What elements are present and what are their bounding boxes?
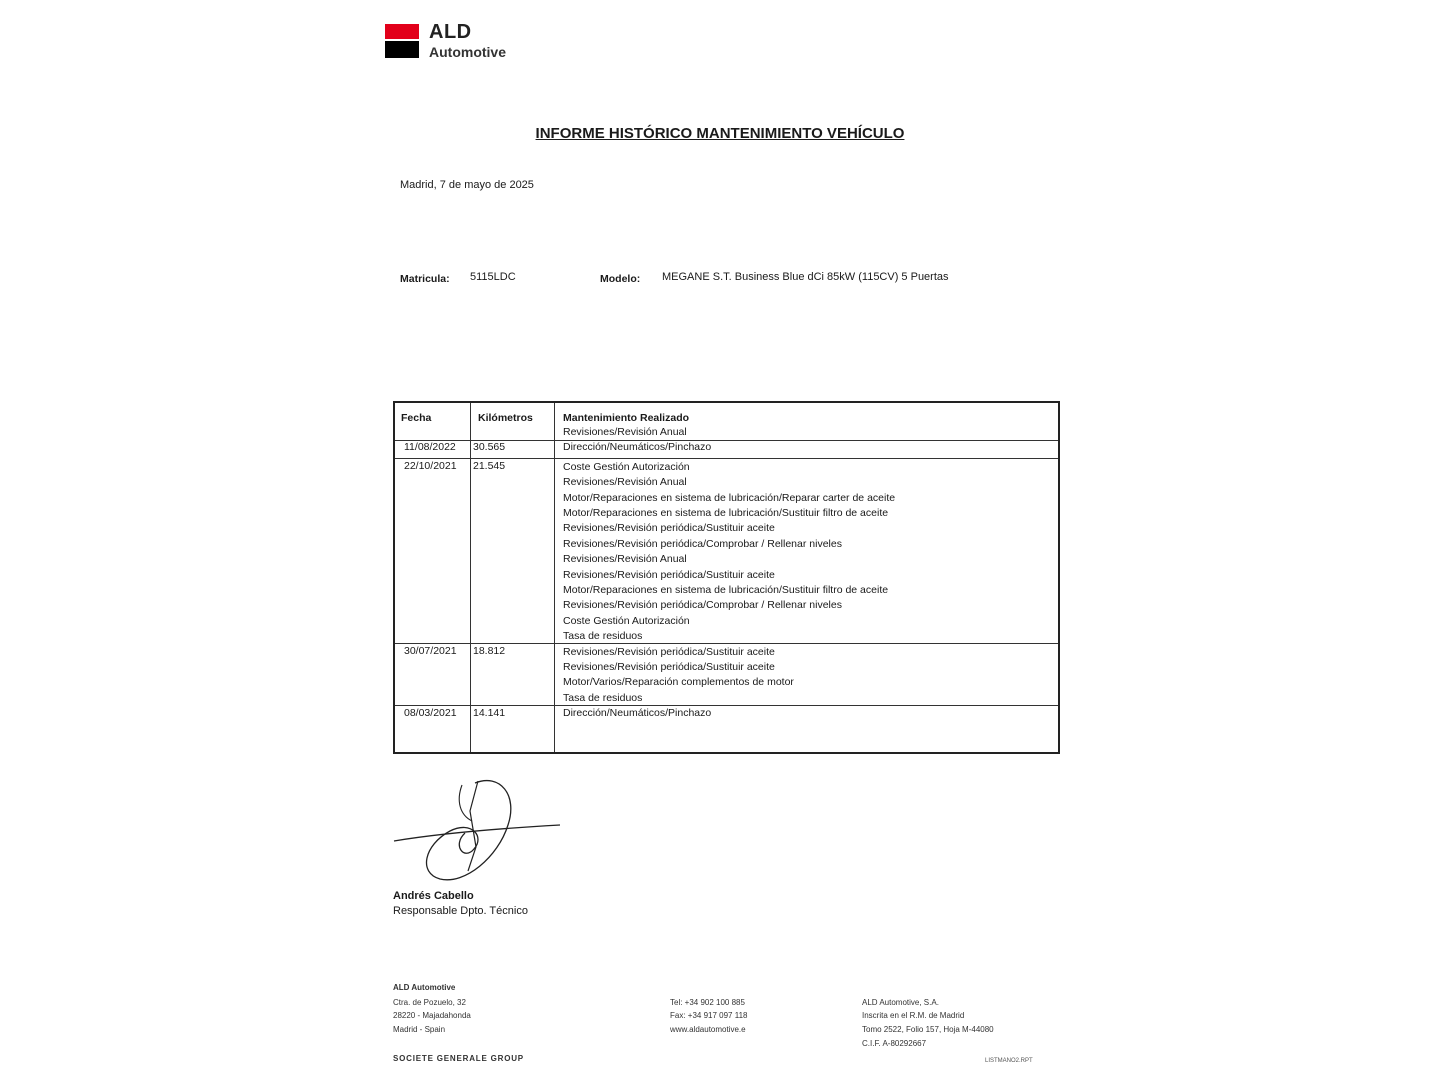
footer-website: www.aldautomotive.e xyxy=(670,1025,746,1034)
row3-item: Tasa de residuos xyxy=(563,692,643,704)
row2-item: Revisiones/Revisión periódica/Sustituir aceite xyxy=(563,569,775,581)
header-mantenimiento: Mantenimiento Realizado xyxy=(563,412,690,424)
header-item: Revisiones/Revisión Anual xyxy=(563,426,687,438)
row2-item: Revisiones/Revisión periódica/Comprobar / Rellenar niveles xyxy=(563,599,842,611)
row2-km: 21.545 xyxy=(473,460,506,472)
footer-fax: Fax: +34 917 097 118 xyxy=(670,1011,748,1020)
header-fecha: Fecha xyxy=(401,412,432,424)
table-col-divider xyxy=(470,403,471,752)
footer-legal-1: ALD Automotive, S.A. xyxy=(862,998,939,1007)
row1-date: 11/08/2022 xyxy=(404,441,456,453)
maintenance-table xyxy=(393,401,1060,754)
footer-group: SOCIETE GENERALE GROUP xyxy=(393,1054,524,1063)
model-label: Modelo: xyxy=(600,273,641,285)
row2-item: Revisiones/Revisión Anual xyxy=(563,476,687,488)
row2-date: 22/10/2021 xyxy=(404,460,457,472)
row3-item: Revisiones/Revisión periódica/Sustituir aceite xyxy=(563,661,775,673)
model-value: MEGANE S.T. Business Blue dCi 85kW (115CV) 5 Puertas xyxy=(662,271,949,283)
logo-red-block xyxy=(385,24,419,39)
row2-item: Coste Gestión Autorización xyxy=(563,461,690,473)
logo-text-automotive: Automotive xyxy=(429,44,506,60)
table-col-divider xyxy=(554,403,555,752)
ald-logo-mark xyxy=(385,24,419,58)
report-title: INFORME HISTÓRICO MANTENIMIENTO VEHÍCULO xyxy=(535,125,905,142)
plate-value: 5115LDC xyxy=(470,271,516,283)
signature-image xyxy=(390,775,565,885)
row4-km: 14.141 xyxy=(473,707,506,719)
footer-company: ALD Automotive xyxy=(393,983,456,992)
row2-item: Motor/Reparaciones en sistema de lubricación/Sustituir filtro de aceite xyxy=(563,584,889,596)
row2-item: Revisiones/Revisión periódica/Sustituir aceite xyxy=(563,522,775,534)
footer-address-2: 28220 - Majadahonda xyxy=(393,1011,471,1020)
row3-date: 30/07/2021 xyxy=(404,645,457,657)
row1-km: 30.565 xyxy=(473,441,506,453)
row2-item: Revisiones/Revisión Anual xyxy=(563,553,687,565)
row2-item: Revisiones/Revisión periódica/Comprobar / Rellenar niveles xyxy=(563,538,842,550)
signer-name: Andrés Cabello xyxy=(393,890,474,902)
row2-item: Coste Gestión Autorización xyxy=(563,615,690,627)
plate-label: Matricula: xyxy=(400,273,450,285)
row2-item: Motor/Reparaciones en sistema de lubricación/Reparar carter de aceite xyxy=(563,492,896,504)
header-kilometros: Kilómetros xyxy=(478,412,533,424)
footer-address-3: Madrid - Spain xyxy=(393,1025,446,1034)
row2-item: Motor/Reparaciones en sistema de lubricación/Sustituir filtro de aceite xyxy=(563,507,889,519)
row3-item: Motor/Varios/Reparación complementos de motor xyxy=(563,676,794,688)
row3-km: 18.812 xyxy=(473,645,506,657)
footer-legal-4: C.I.F. A-80292667 xyxy=(862,1039,927,1048)
footer-tel: Tel: +34 902 100 885 xyxy=(670,998,745,1007)
row4-item: Dirección/Neumáticos/Pinchazo xyxy=(563,707,712,719)
logo-black-block xyxy=(385,41,419,58)
footer-report-ref: LISTMANO2.RPT xyxy=(985,1058,1033,1064)
footer-address-1: Ctra. de Pozuelo, 32 xyxy=(393,998,466,1007)
row2-item: Tasa de residuos xyxy=(563,630,643,642)
logo-text-ald: ALD xyxy=(429,21,472,43)
row3-item: Revisiones/Revisión periódica/Sustituir aceite xyxy=(563,646,775,658)
row4-date: 08/03/2021 xyxy=(404,707,457,719)
footer-legal-3: Tomo 2522, Folio 157, Hoja M-44080 xyxy=(862,1025,994,1034)
row1-item: Dirección/Neumáticos/Pinchazo xyxy=(563,441,712,453)
signer-role: Responsable Dpto. Técnico xyxy=(393,905,528,917)
footer-legal-2: Inscrita en el R.M. de Madrid xyxy=(862,1011,965,1020)
report-date: Madrid, 7 de mayo de 2025 xyxy=(400,179,534,191)
